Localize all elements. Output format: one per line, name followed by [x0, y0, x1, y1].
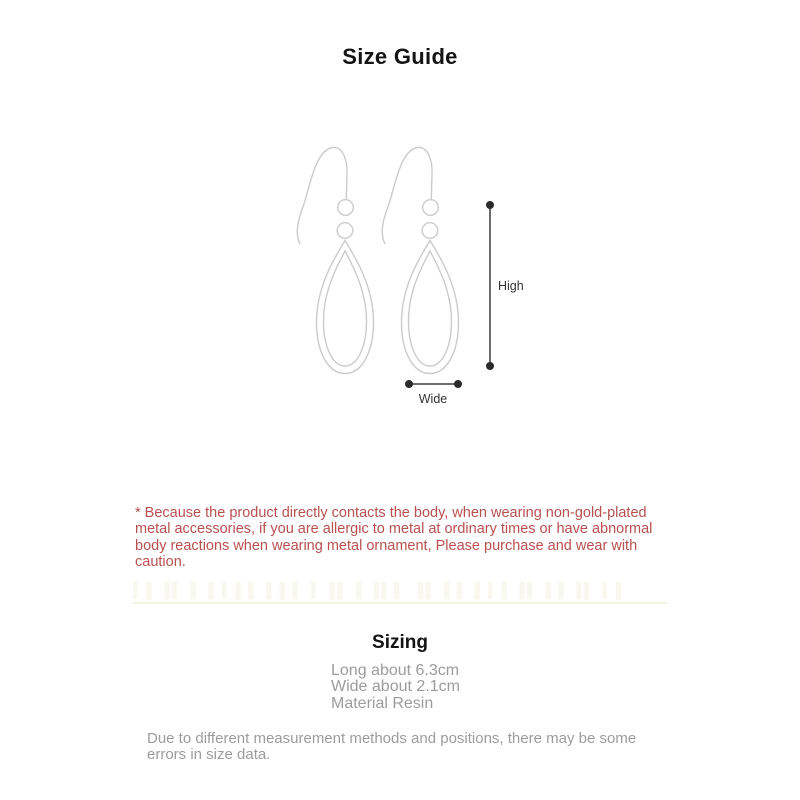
- measurement-disclaimer: [147, 731, 667, 762]
- height-measure-line: [486, 201, 524, 370]
- measurement-disclaimer-line: errors in size data.: [147, 745, 271, 763]
- measure-dot: [454, 380, 462, 388]
- measure-dot: [405, 380, 413, 388]
- sizing-length: Long about 6.3cm: [331, 662, 460, 679]
- measurement-disclaimer-line: Due to different measurement methods and positions, there may be some: [147, 730, 637, 747]
- sizing-heading: Sizing: [372, 632, 428, 653]
- allergy-warning-line: caution.: [135, 553, 186, 570]
- allergy-warning-line: body reactions when wearing metal ornament, Please purchase and wear with: [135, 537, 638, 554]
- wide-label: Wide: [418, 392, 448, 406]
- faint-watermark-text: ▍▌▐▌ ▌▐ ▍▌▌▐ ▌▌ ▍▐▌ ▌▐▌▌ ▐▌ ▌▌▐ ▍▌▐▌ ▌▌▐▌ ▍▌: [133, 582, 667, 604]
- high-label: High: [498, 279, 524, 293]
- measure-dot: [486, 362, 494, 370]
- allergy-warning-line: * Because the product directly contacts the body, when wearing non-gold-plated: [135, 505, 647, 521]
- measure-dot: [486, 201, 494, 209]
- page-title: Size Guide: [342, 44, 458, 69]
- right-earring: [382, 147, 458, 373]
- sizing-width: Wide about 2.1cm: [331, 678, 460, 696]
- allergy-warning-line: metal accessories, if you are allergic to metal at ordinary times or have abnormal: [135, 521, 653, 538]
- sizing-details: [331, 663, 571, 712]
- earrings-illustration: [280, 140, 540, 410]
- sizing-material: Material Resin: [331, 694, 434, 712]
- left-earring: [297, 147, 373, 373]
- width-measure-line: [405, 380, 462, 406]
- allergy-warning-text: [135, 505, 685, 570]
